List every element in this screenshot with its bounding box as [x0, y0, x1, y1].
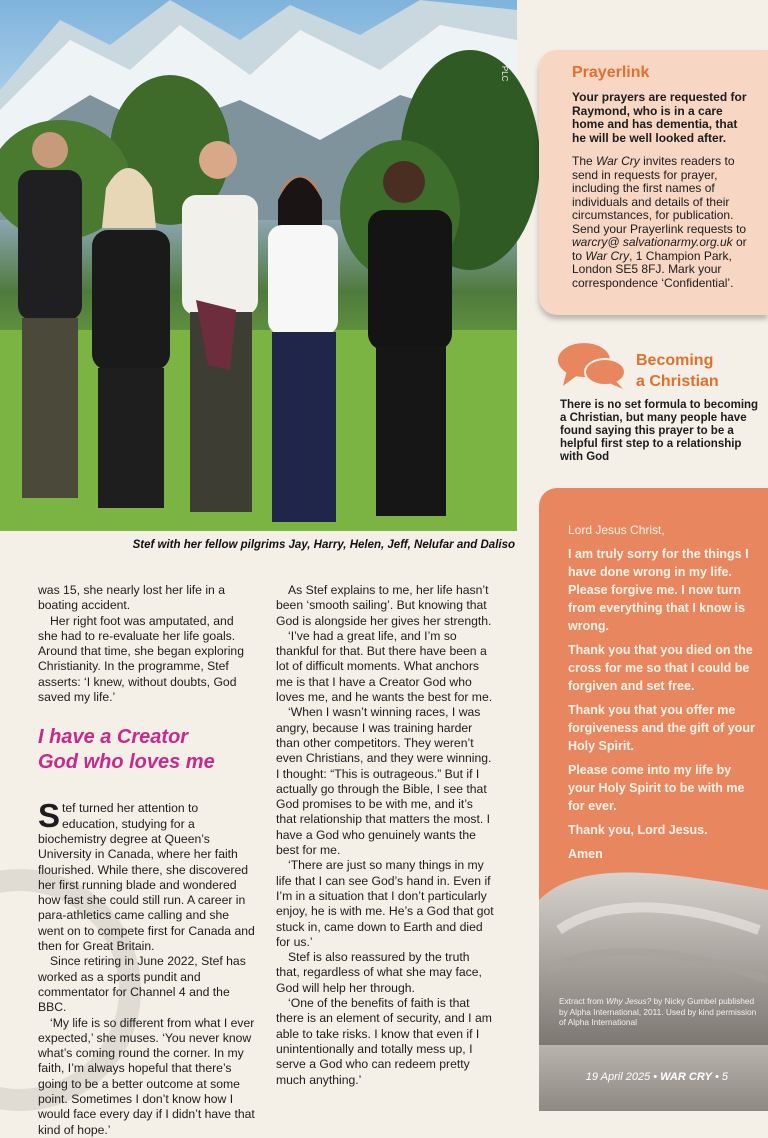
speech-bubbles-icon: [557, 342, 627, 390]
article-paragraph: Since retiring in June 2022, Stef has worked as a sports pundit and commentator for Channel 4 and the BBC.: [38, 954, 246, 1015]
prayerlink-box: [539, 50, 768, 315]
issue-date: 19 April 2025: [585, 1071, 651, 1083]
article-paragraph: ‘One of the benefits of faith is that there is an element of security, and I am able to take risks. I know that even if I unintentionally and totally mess up, I serve a God who can redeem pretty much anything.’: [276, 996, 492, 1087]
article-paragraph: Stef is also reassured by the truth that, regardless of what she may face, God will help her through.: [276, 950, 482, 995]
page-footer: 19 April 2025 • WAR CRY • 5: [585, 1071, 728, 1083]
article-paragraph: ‘I’ve had a great life, and I’m so thankful for that. But there have been a lot of difficult moments. What anchors me is that I have a Creator God who loves me, and he wants the best for me.: [276, 628, 493, 705]
pilgrims-photo: [0, 0, 517, 531]
pull-quote: [38, 725, 256, 775]
prayer-line: Please come into my life by your Holy Spirit to be with me for ever.: [568, 763, 745, 813]
article-paragraph: ‘My life is so different from what I ever expected,’ she muses. ‘You never know what’s coming round the corner. In my faith, I’m always hopeful that there’s going to be a better outcome at some point. Sometimes I don’t know how I would face every day if I didn’t have that kind of hope.’: [38, 1015, 255, 1137]
publication-name: WAR CRY: [660, 1071, 712, 1083]
prayer-line: I am truly sorry for the things I have done wrong in my life. Please forgive me. I now turn from everything that I know is wrong.: [568, 547, 749, 633]
mountain-scene-illustration: [0, 0, 517, 531]
article-paragraph: Her right foot was amputated, and she had to re-evaluate her life goals. Around that time, she began exploring Christianity. In the programme, Stef asserts: ‘I knew, without doubts, God saved my life.’: [38, 613, 244, 705]
prayer-line: Amen: [568, 847, 603, 861]
article-paragraph: As Stef explains to me, her life hasn’t been ‘smooth sailing’. But knowing that God is alongside her gives her strength.: [276, 583, 492, 628]
photo-credit: © ITV PLC: [500, 40, 509, 82]
pull-quote-line: I have a Creator: [38, 726, 189, 749]
becoming-intro: There is no set formula to becoming a Christian, but many people have found saying this prayer to be a helpful first step to a relationship with God: [560, 399, 759, 463]
article-column-1: [38, 583, 256, 1138]
prayer-text: [568, 521, 758, 869]
article-paragraph: ‘There are just so many things in my life that I can see God’s hand in. Even if I’m in a situation that I don’t particularly enjoy, he is with me. He’s a God that got stuck in, came down to Earth and died for us.’: [276, 858, 494, 949]
page-number: 5: [721, 1071, 728, 1083]
drop-cap: S: [38, 797, 61, 835]
prayer-line: Thank you that you offer me forgiveness and the gift of your Holy Spirit.: [568, 703, 755, 753]
article-paragraph: Stef turned her attention to education, studying for a biochemistry degree at Queen’s University in Canada, where her faith flourished. While there, she discovered her first running blade and wondered how fast she could still run. A career in para-athletics came calling and she went on to compete first for Canada and then for Great Britain.: [38, 797, 255, 954]
pull-quote-line: God who loves me: [38, 751, 215, 774]
prayer-panel: [539, 488, 768, 1045]
photo-caption: Stef with her fellow pilgrims Jay, Harry, Helen, Jeff, Nelufar and Daliso: [132, 539, 515, 551]
becoming-title: Becoming a Christian: [636, 352, 719, 390]
prayerlink-info: The War Cry invites readers to send in requests for prayer, including the first names of individuals and details of their circumstances, for publication. Send your Prayerlink requests to warcry@ salvationarmy.org.uk or to War Cry, 1 Champion Park, London SE5 8FJ. Mark your correspondence ‘Confidential’.: [572, 154, 747, 290]
prayerlink-email[interactable]: warcry@ salvationarmy.org.uk: [572, 235, 733, 249]
extract-credit: Extract from Why Jesus? by Nicky Gumbel published by Alpha International, 2011. Used by kind permission of Alpha International: [559, 996, 757, 1027]
article-paragraph: ‘When I wasn’t winning races, I was angry, because I was training harder than other competitors. They weren’t even Christians, and they were winning. I thought: “This is outrageous.” But if I actually go through the Bible, I see that God promises to be with me, and it’s that relationship that matters the most. I have a God who genuinely wants the best for me.: [276, 705, 492, 858]
prayer-line: Lord Jesus Christ,: [568, 523, 665, 537]
prayer-line: Thank you that you died on the cross for me so that I could be forgiven and set free.: [568, 643, 753, 693]
article-column-2: [276, 583, 494, 1088]
prayerlink-title: Prayerlink: [572, 64, 650, 81]
prayer-line: Thank you, Lord Jesus.: [568, 823, 708, 837]
article-paragraph: was 15, she nearly lost her life in a boating accident.: [38, 583, 225, 613]
prayerlink-request: Your prayers are requested for Raymond, who is in a care home and has dementia, that he will be well looked after.: [572, 90, 747, 145]
